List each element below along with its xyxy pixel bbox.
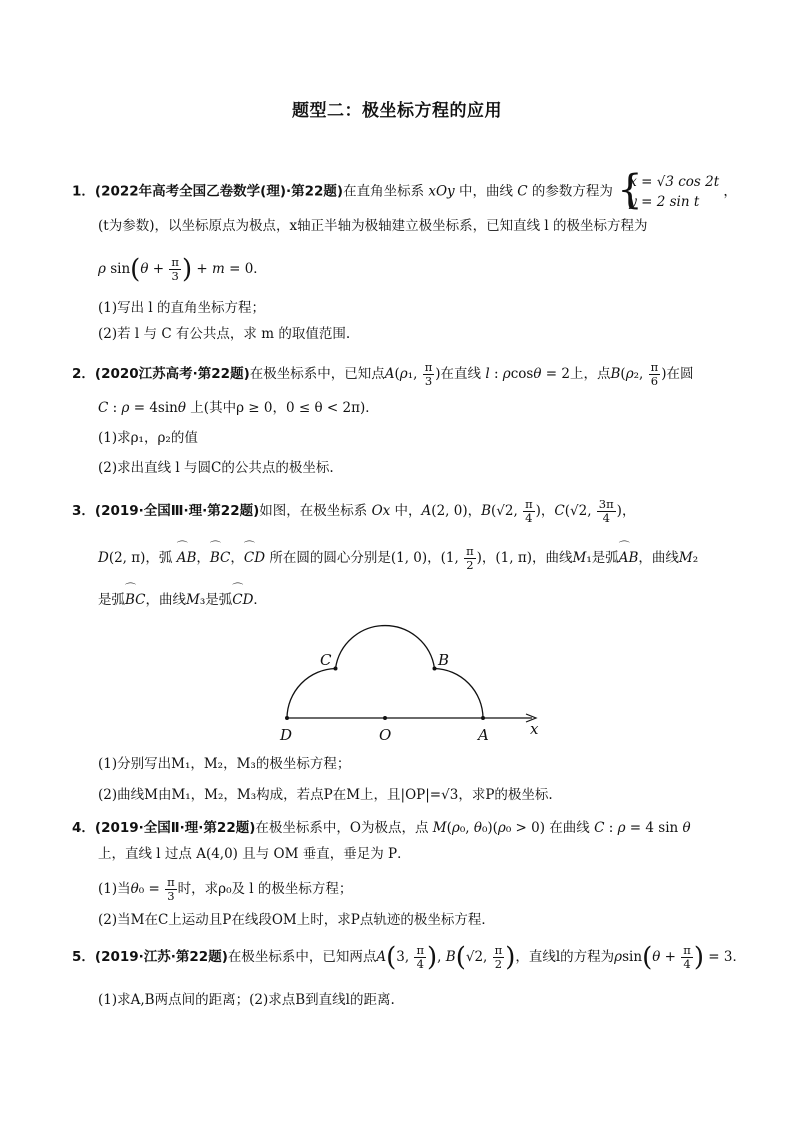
point-d xyxy=(285,716,289,720)
q2-part2: (2)求出直线 l 与圆C的公共点的极坐标. xyxy=(98,460,334,476)
q1-part2: (2)若 l 与 C 有公共点，求 m 的取值范围. xyxy=(98,326,351,342)
q2-line1: 2．(2020江苏高考·第22题)在极坐标系中，已知点A(ρ₁, $\frac{\pi}{3}$ )在直线 l : ρcosθ = 2上，点B(ρ₂, $\frac{\pi}{6}$ )在圆 xyxy=(72,360,694,388)
q1-line2: (t为参数)，以坐标原点为极点，x轴正半轴为极轴建立极坐标系，已知直线 l 的极坐标方程为 xyxy=(98,218,648,234)
label-a: A xyxy=(478,726,489,744)
q5-part: (1)求A,B两点间的距离；(2)求点B到直线l的距离. xyxy=(98,992,395,1008)
polar-figure xyxy=(270,612,560,747)
q3-part1: (1)分别写出M₁，M₂，M₃的极坐标方程； xyxy=(98,756,351,772)
point-o xyxy=(383,716,387,720)
q4-part2: (2)当M在C上运动且P在线段OM上时，求P点轨迹的极坐标方程． xyxy=(98,912,495,928)
q2-part1: (1)求ρ₁，ρ₂的值 xyxy=(98,430,198,446)
label-x: x xyxy=(530,720,539,738)
page-title: 题型二：极坐标方程的应用 xyxy=(292,101,502,121)
q4-line2: 上，直线 l 过点 A(4,0) 且与 OM 垂直，垂足为 P． xyxy=(98,846,411,862)
point-b xyxy=(433,667,437,671)
point-a xyxy=(481,716,485,720)
q2-line2: C : ρ = 4sinθ 上(其中ρ ≥ 0，0 ≤ θ < 2π)． xyxy=(98,400,379,416)
point-c xyxy=(334,667,338,671)
q1-equation: ρ sin(θ + $\frac{\pi}{3}$ ) + m = 0． xyxy=(98,254,267,285)
arc-curve xyxy=(287,626,483,718)
label-o: O xyxy=(379,726,392,744)
q4-part1: (1)当θ₀ = $\frac{\pi}{3}$ 时，求ρ₀及 l 的极坐标方程； xyxy=(98,875,353,903)
q3-part2: (2)曲线M由M₁，M₂，M₃构成，若点P在M上，且|OP|=√3，求P的极坐标. xyxy=(98,787,553,803)
label-c: C xyxy=(320,651,332,669)
q4-line1: 4．(2019·全国Ⅱ·理·第22题)在极坐标系中，O为极点，点 M(ρ₀, θ₀)(ρ₀ > 0) 在曲线 C : ρ = 4 sin θ xyxy=(72,820,691,836)
q3-line1: 3．(2019·全国Ⅲ·理·第22题)如图，在极坐标系 Ox 中，A(2, 0)，B(√2, $\frac{\pi}{4}$ )，C(√2, $\frac{3\pi}{4}$ )， xyxy=(72,497,636,525)
label-d: D xyxy=(280,726,293,744)
q1-part1: (1)写出 l 的直角坐标方程； xyxy=(98,300,266,316)
param-equation-system: { x = √3 cos 2t y = 2 sin t xyxy=(617,167,720,213)
q5-line1: 5．(2019·江苏·第22题)在极坐标系中，已知两点A(3, $\frac{\pi}{4}$ ), B(√2, $\frac{\pi}{2}$ )，直线l的方程为ρsin(θ + $\frac{\pi}{4}$ ) = 3． xyxy=(72,942,746,973)
q3-line2: D(2, π)，弧 ⌒ AB，⌒ BC，⌒ CD 所在圆的圆心分别是(1, 0)，(1, $\frac{\pi}{2}$ )，(1, π)，曲线M₁是弧⌒ AB，曲线M₂ xyxy=(98,545,698,572)
q1-line1: 1．(2022年高考全国乙卷数学(理)·第22题)在直角坐标系 xOy 中，曲线 C 的参数方程为 { x = √3 cos 2t y = 2 sin t ， xyxy=(72,167,737,213)
q3-line3: 是弧⌒ BC，曲线M₃是弧⌒ CD． xyxy=(98,590,267,610)
label-b: B xyxy=(438,651,450,669)
